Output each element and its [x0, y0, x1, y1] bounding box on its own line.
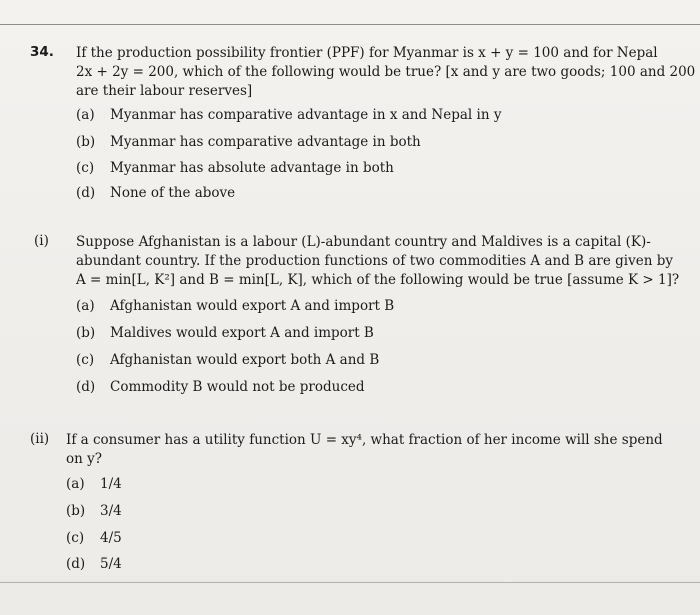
question-ii-number: (ii): [30, 431, 50, 447]
option-text: Afghanistan would export both A and B: [110, 352, 380, 368]
question-i-option-d[interactable]: [76, 379, 365, 395]
question-i-number: (i): [34, 233, 49, 249]
question-i-line-1: Suppose Afghanistan is a labour (L)-abundant country and Maldives is a capital (K)-: [76, 234, 651, 250]
option-text: 5/4: [100, 556, 122, 572]
option-text: None of the above: [110, 185, 236, 201]
option-text: 4/5: [100, 530, 122, 546]
question-34-option-c[interactable]: [76, 160, 394, 176]
option-label: (b): [76, 325, 96, 341]
question-ii-option-a[interactable]: [66, 476, 122, 492]
option-label: (a): [76, 107, 95, 123]
option-label: (b): [66, 503, 86, 519]
bottom-rule: [0, 582, 700, 583]
question-34-line-1: If the production possibility frontier (PPF) for Myanmar is x + y = 100 and for Nepal: [76, 45, 658, 61]
option-label: (c): [76, 352, 95, 368]
question-i-line-3: A = min[L, K²] and B = min[L, K], which of the following would be true [assume K > 1]?: [76, 272, 680, 288]
top-rule: [0, 24, 700, 25]
question-ii-option-b[interactable]: [66, 503, 122, 519]
question-i-line-2: abundant country. If the production functions of two commodities A and B are given by: [76, 253, 673, 269]
question-34-line-3: are their labour reserves]: [76, 83, 253, 99]
option-label: (b): [76, 134, 96, 150]
question-34-option-b[interactable]: [76, 134, 421, 150]
option-text: 1/4: [100, 476, 122, 492]
option-label: (d): [66, 556, 86, 572]
option-text: Commodity B would not be produced: [110, 379, 365, 395]
option-label: (c): [76, 160, 95, 176]
question-i-option-c[interactable]: [76, 352, 379, 368]
option-label: (d): [76, 185, 96, 201]
question-i-option-a[interactable]: [76, 298, 394, 314]
option-text: Maldives would export A and import B: [110, 325, 374, 341]
question-ii-option-c[interactable]: [66, 530, 122, 546]
question-34-option-a[interactable]: [76, 107, 501, 123]
option-text: Myanmar has absolute advantage in both: [110, 160, 394, 176]
question-ii-line-2: on y?: [66, 451, 102, 467]
option-label: (a): [66, 476, 85, 492]
question-34-line-2: 2x + 2y = 200, which of the following would be true? [x and y are two goods; 100 and 200: [76, 64, 696, 80]
question-ii-option-d[interactable]: [66, 556, 122, 572]
option-text: 3/4: [100, 503, 122, 519]
option-label: (d): [76, 379, 96, 395]
option-label: (a): [76, 298, 95, 314]
question-34-option-d[interactable]: [76, 185, 235, 201]
option-text: Myanmar has comparative advantage in both: [110, 134, 421, 150]
option-label: (c): [66, 530, 85, 546]
question-ii-line-1: If a consumer has a utility function U = xy⁴, what fraction of her income will she spend: [66, 432, 663, 448]
option-text: Myanmar has comparative advantage in x and Nepal in y: [110, 107, 502, 123]
question-34-number: 34.: [30, 44, 54, 60]
option-text: Afghanistan would export A and import B: [110, 298, 395, 314]
question-i-option-b[interactable]: [76, 325, 374, 341]
